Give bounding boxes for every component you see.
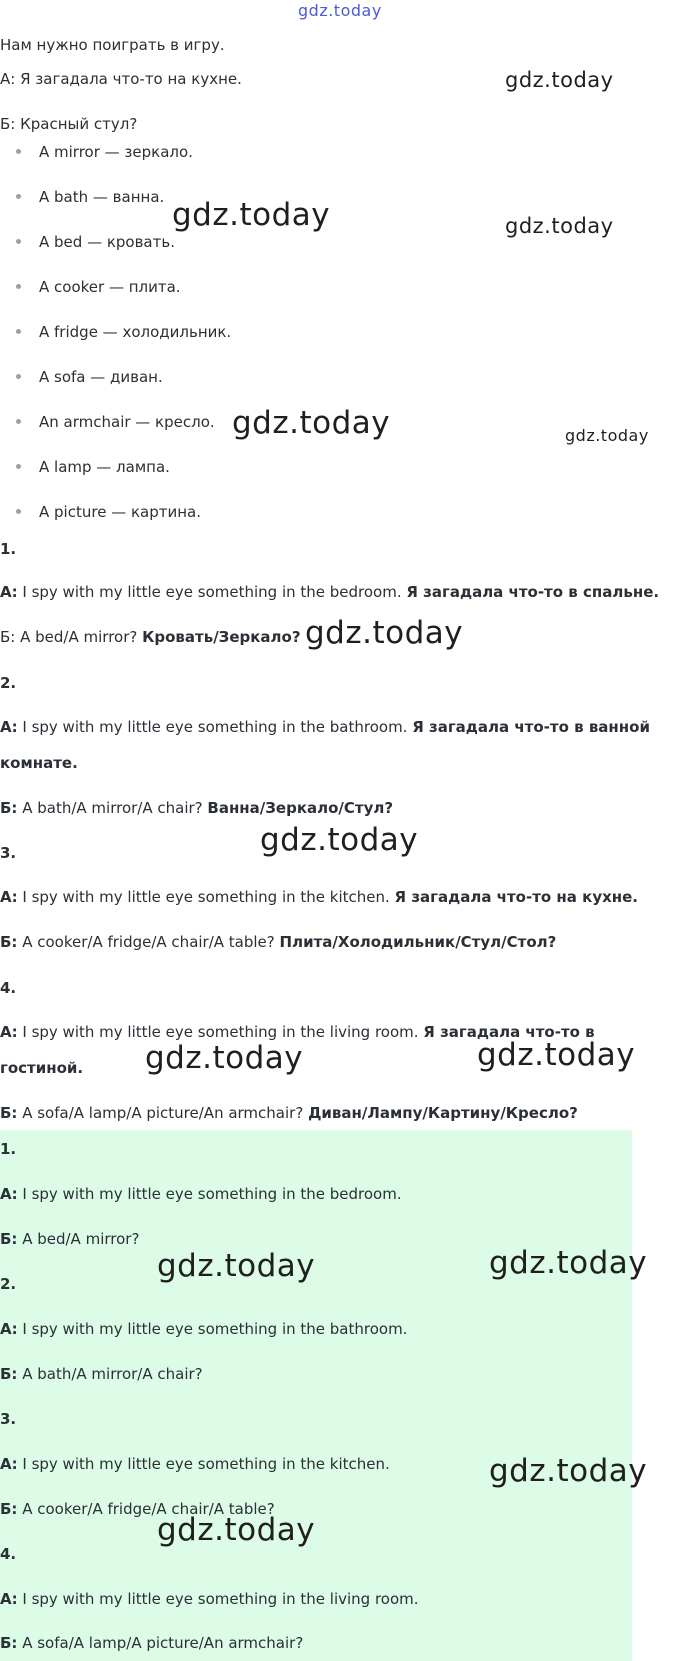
dialog-number: 3. bbox=[0, 844, 17, 862]
watermark: gdz.today bbox=[157, 1248, 316, 1284]
answer-number: 4. bbox=[0, 1545, 17, 1563]
bullet-icon bbox=[16, 464, 21, 469]
answer-line-a: А: I spy with my little eye something in the bedroom. bbox=[0, 1185, 402, 1203]
watermark: gdz.today bbox=[232, 405, 391, 441]
answer-number: 1. bbox=[0, 1140, 17, 1158]
list-item: A mirror — зеркало. bbox=[16, 143, 193, 161]
bullet-icon bbox=[16, 284, 21, 289]
answer-number: 2. bbox=[0, 1275, 17, 1293]
dialog-line-a-cont: гостиной. bbox=[0, 1059, 84, 1077]
dialog-line-a: А: I spy with my little eye something in the kitchen. Я загадала что-то на кухне. bbox=[0, 888, 639, 906]
dialog-number: 1. bbox=[0, 540, 17, 558]
list-item: A bath — ванна. bbox=[16, 188, 164, 206]
intro-line-1: Нам нужно поиграть в игру. bbox=[0, 36, 225, 54]
list-item: An armchair — кресло. bbox=[16, 413, 215, 431]
list-item: A sofa — диван. bbox=[16, 368, 163, 386]
watermark: gdz.today bbox=[565, 426, 649, 445]
answer-line-a: А: I spy with my little eye something in the kitchen. bbox=[0, 1455, 390, 1473]
answer-line-b: Б: A sofa/A lamp/A picture/An armchair? bbox=[0, 1634, 304, 1652]
intro-line-2: А: Я загадала что-то на кухне. bbox=[0, 70, 242, 88]
list-item: A cooker — плита. bbox=[16, 278, 181, 296]
answer-line-b: Б: A cooker/A fridge/A chair/A table? bbox=[0, 1500, 275, 1518]
bullet-icon bbox=[16, 509, 21, 514]
list-item: A lamp — лампа. bbox=[16, 458, 170, 476]
watermark: gdz.today bbox=[260, 822, 419, 858]
answer-panel bbox=[0, 1130, 632, 1661]
list-item: A bed — кровать. bbox=[16, 233, 175, 251]
list-item: A fridge — холодильник. bbox=[16, 323, 231, 341]
answer-line-a: А: I spy with my little eye something in the living room. bbox=[0, 1590, 419, 1608]
watermark: gdz.today bbox=[489, 1453, 648, 1489]
dialog-number: 4. bbox=[0, 979, 17, 997]
site-logo[interactable]: gdz.today bbox=[298, 1, 382, 20]
dialog-line-a: А: I spy with my little eye something in the bedroom. Я загадала что-то в спальне. bbox=[0, 583, 660, 601]
watermark: gdz.today bbox=[157, 1512, 316, 1548]
answer-number: 3. bbox=[0, 1410, 17, 1428]
watermark: gdz.today bbox=[489, 1245, 648, 1281]
bullet-icon bbox=[16, 374, 21, 379]
dialog-line-b: Б: A sofa/A lamp/A picture/An armchair? Диван/Лампу/Картину/Кресло? bbox=[0, 1104, 578, 1122]
dialog-line-b: Б: A bed/A mirror? Кровать/Зеркало? bbox=[0, 628, 301, 646]
answer-line-b: Б: A bed/A mirror? bbox=[0, 1230, 140, 1248]
answer-line-b: Б: A bath/A mirror/A chair? bbox=[0, 1365, 203, 1383]
watermark: gdz.today bbox=[145, 1040, 304, 1076]
watermark: gdz.today bbox=[505, 68, 614, 92]
bullet-icon bbox=[16, 149, 21, 154]
watermark: gdz.today bbox=[505, 214, 614, 238]
dialog-line-a: А: I spy with my little eye something in the living room. Я загадала что-то в bbox=[0, 1023, 595, 1041]
bullet-icon bbox=[16, 419, 21, 424]
dialog-line-b: Б: A bath/A mirror/A chair? Ванна/Зеркало/Стул? bbox=[0, 799, 394, 817]
bullet-icon bbox=[16, 329, 21, 334]
dialog-number: 2. bbox=[0, 674, 17, 692]
dialog-line-b: Б: A cooker/A fridge/A chair/A table? Плита/Холодильник/Стул/Стол? bbox=[0, 933, 557, 951]
list-item: A picture — картина. bbox=[16, 503, 201, 521]
bullet-icon bbox=[16, 194, 21, 199]
watermark: gdz.today bbox=[477, 1037, 636, 1073]
bullet-icon bbox=[16, 239, 21, 244]
intro-line-3: Б: Красный стул? bbox=[0, 115, 138, 133]
dialog-line-a-cont: комнате. bbox=[0, 754, 78, 772]
answer-line-a: А: I spy with my little eye something in the bathroom. bbox=[0, 1320, 408, 1338]
watermark: gdz.today bbox=[305, 615, 464, 651]
watermark: gdz.today bbox=[172, 197, 331, 233]
dialog-line-a: А: I spy with my little eye something in the bathroom. Я загадала что-то в ванной bbox=[0, 718, 650, 736]
